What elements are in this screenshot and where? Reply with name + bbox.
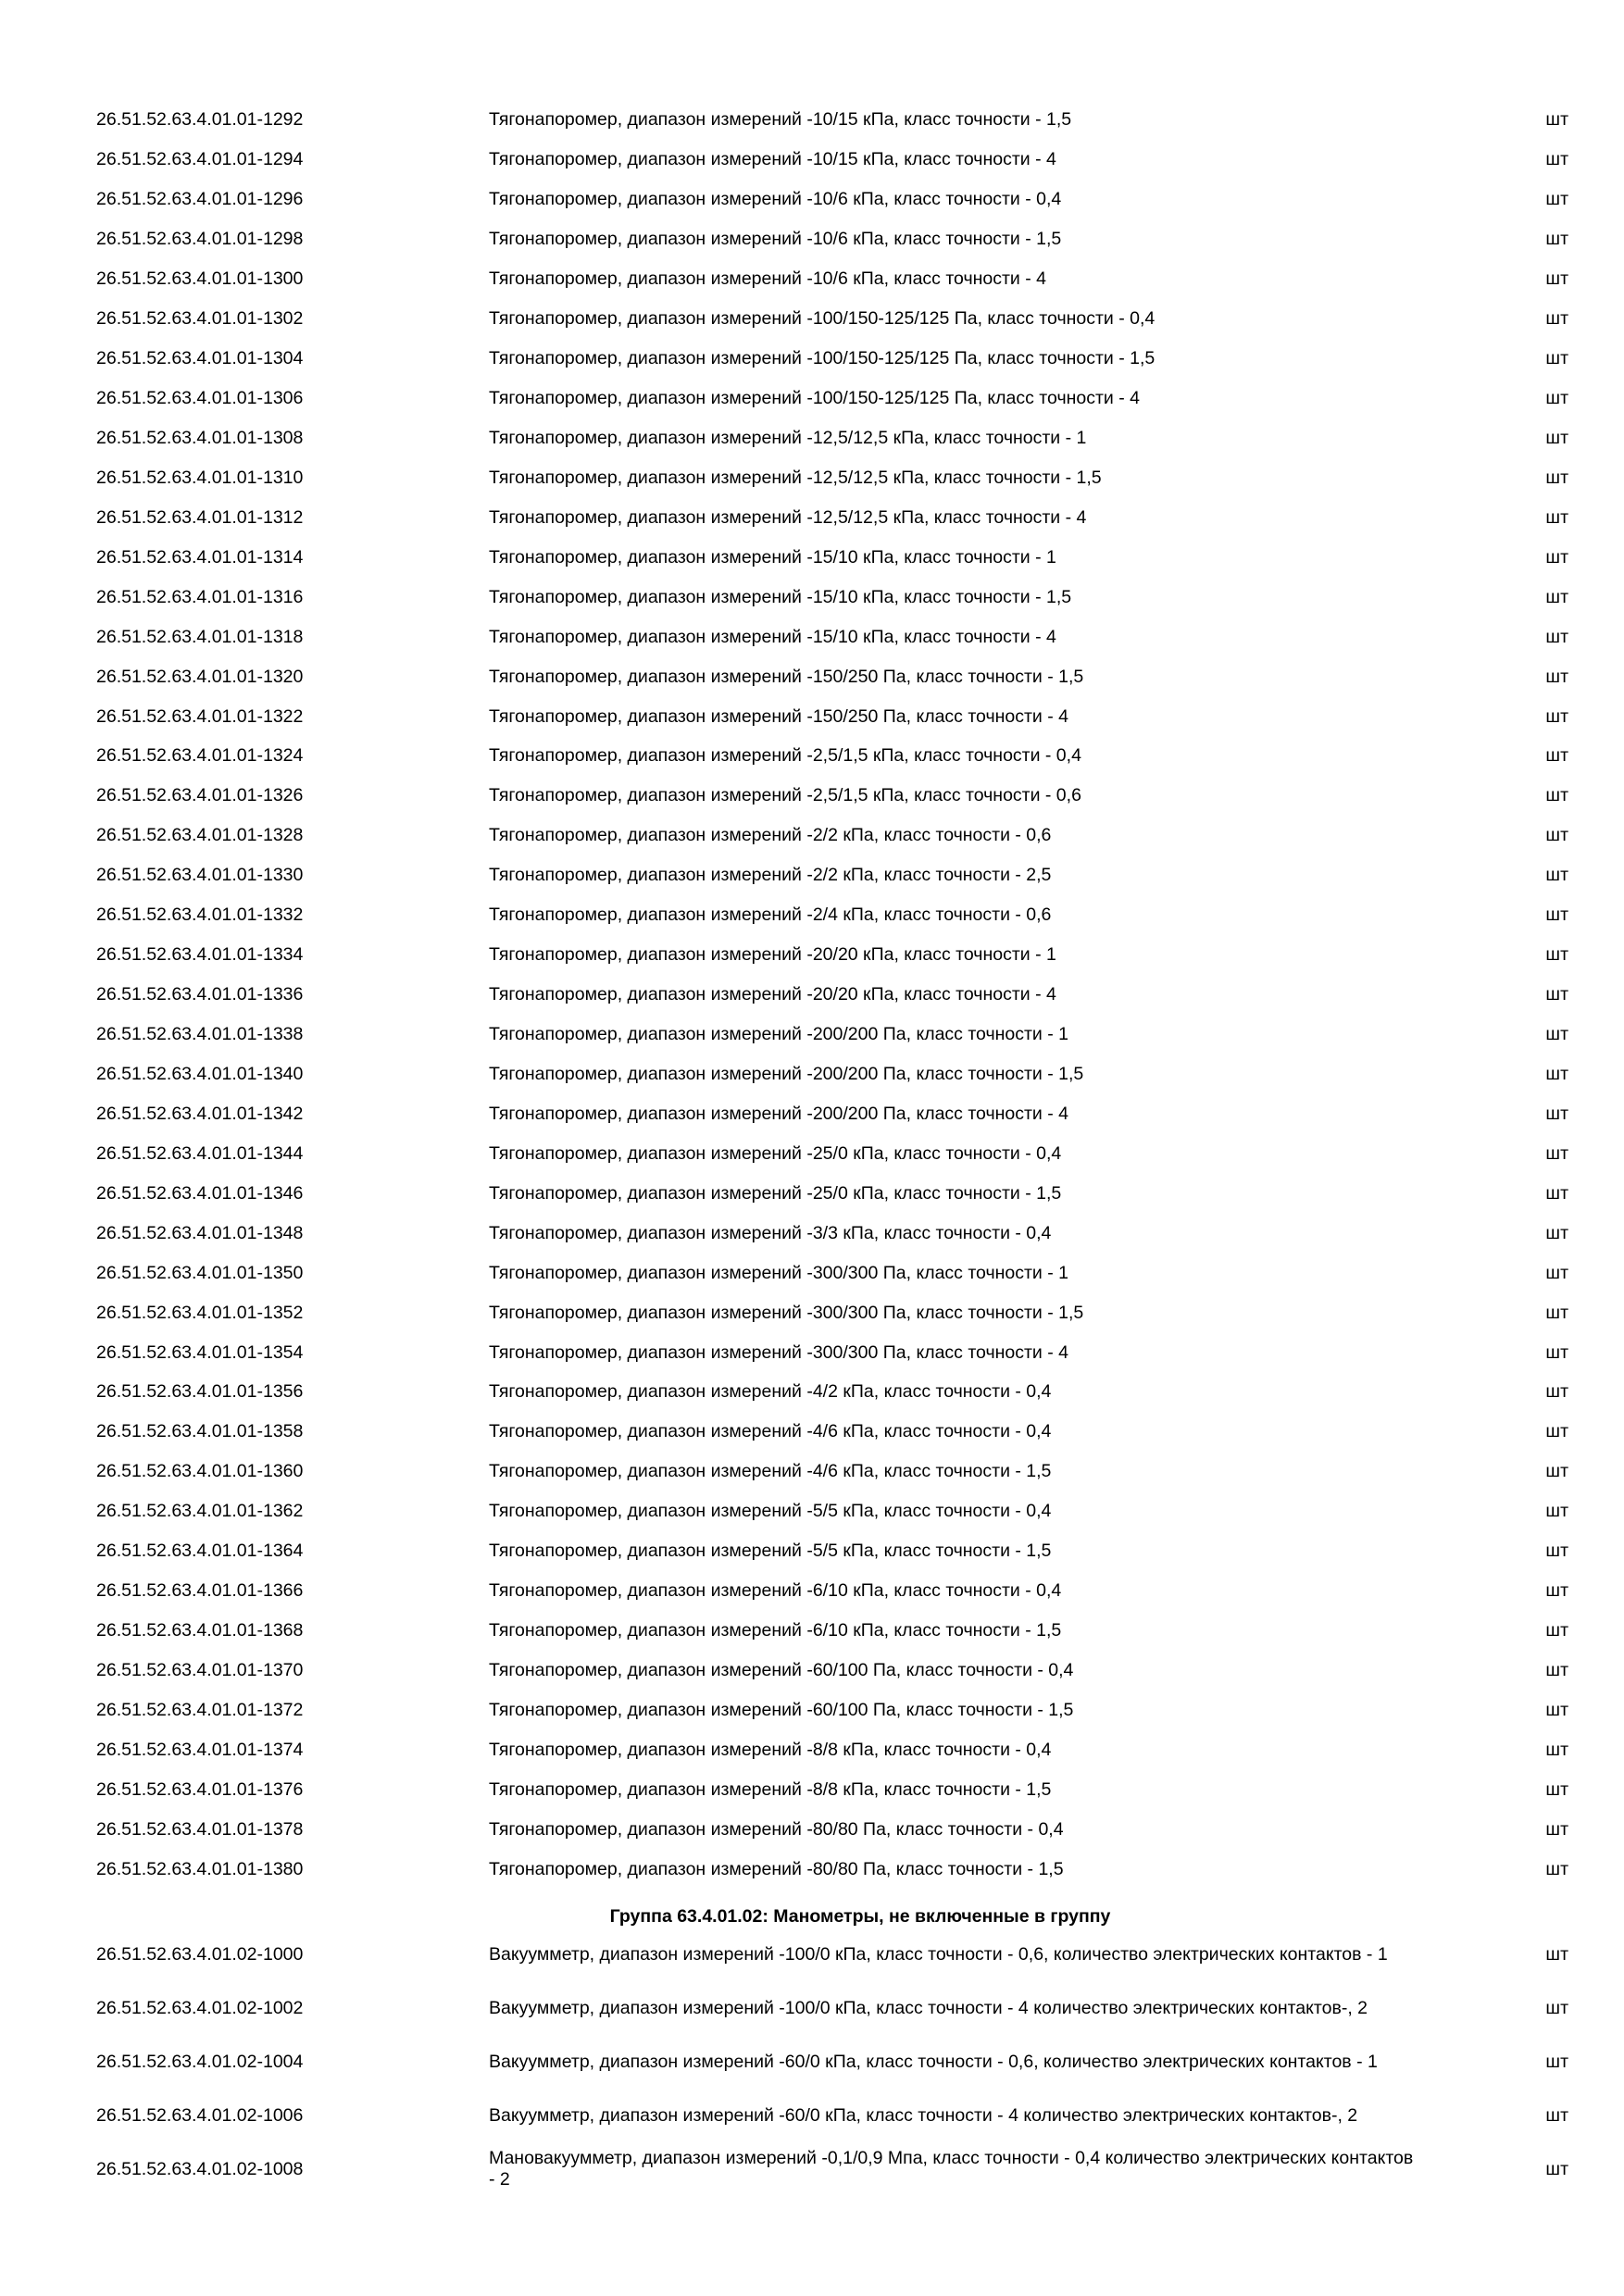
item-code: 26.51.52.63.4.01.01-1292	[96, 109, 304, 131]
item-code: 26.51.52.63.4.01.01-1360	[96, 1461, 304, 1482]
item-name: Тягонапоромер, диапазон измерений -12,5/12,5 кПа, класс точности - 1	[489, 427, 1087, 448]
item-unit: шт	[1545, 348, 1568, 369]
item-name: Мановакуумметр, диапазон измерений -0,1/0,9 Мпа, класс точности - 0,4 количество электрических контактов - 2	[489, 2148, 1414, 2190]
table-row	[96, 776, 1568, 816]
item-unit: шт	[1545, 1778, 1568, 1800]
table-row	[96, 2142, 1568, 2196]
item-name: Тягонапоромер, диапазон измерений -100/150-125/125 Па, класс точности - 1,5	[489, 348, 1156, 369]
table-row	[96, 1769, 1568, 1809]
item-unit: шт	[1545, 546, 1568, 568]
item-name: Тягонапоромер, диапазон измерений -5/5 кПа, класс точности - 1,5	[489, 1541, 1052, 1562]
table-row	[96, 1253, 1568, 1292]
rows-group-a	[96, 100, 1568, 1889]
table-row	[96, 1928, 1568, 1981]
item-code: 26.51.52.63.4.01.01-1374	[96, 1739, 304, 1760]
table-row	[96, 855, 1568, 895]
item-name: Вакуумметр, диапазон измерений -60/0 кПа, класс точности - 0,6, количество электрических контактов - 1	[489, 2051, 1378, 2072]
table-row	[96, 577, 1568, 617]
item-unit: шт	[1545, 984, 1568, 1005]
item-code: 26.51.52.63.4.01.01-1322	[96, 705, 304, 727]
item-name: Тягонапоромер, диапазон измерений -2,5/1,5 кПа, класс точности - 0,6	[489, 785, 1081, 806]
item-code: 26.51.52.63.4.01.01-1316	[96, 586, 304, 607]
table-row	[96, 617, 1568, 656]
item-code: 26.51.52.63.4.01.01-1376	[96, 1778, 304, 1800]
item-code: 26.51.52.63.4.01.01-1352	[96, 1302, 304, 1323]
item-code: 26.51.52.63.4.01.01-1356	[96, 1381, 304, 1403]
item-unit: шт	[1545, 1501, 1568, 1522]
item-name: Тягонапоромер, диапазон измерений -8/8 кПа, класс точности - 0,4	[489, 1739, 1052, 1760]
item-unit: шт	[1545, 1541, 1568, 1562]
item-name: Тягонапоромер, диапазон измерений -200/200 Па, класс точности - 1,5	[489, 1063, 1084, 1084]
item-unit: шт	[1545, 705, 1568, 727]
item-name: Тягонапоромер, диапазон измерений -2/2 кПа, класс точности - 0,6	[489, 825, 1052, 846]
table-row	[96, 1173, 1568, 1213]
item-code: 26.51.52.63.4.01.01-1366	[96, 1580, 304, 1602]
item-code: 26.51.52.63.4.01.01-1338	[96, 1024, 304, 1045]
table-row	[96, 1452, 1568, 1491]
item-code: 26.51.52.63.4.01.01-1300	[96, 268, 304, 290]
item-name: Тягонапоромер, диапазон измерений -15/10 кПа, класс точности - 1,5	[489, 586, 1072, 607]
item-name: Тягонапоромер, диапазон измерений -4/6 кПа, класс точности - 0,4	[489, 1421, 1052, 1442]
item-name: Тягонапоромер, диапазон измерений -200/200 Па, класс точности - 4	[489, 1103, 1068, 1124]
item-name: Тягонапоромер, диапазон измерений -2/4 кПа, класс точности - 0,6	[489, 905, 1052, 926]
table-row	[96, 1292, 1568, 1332]
item-name: Тягонапоромер, диапазон измерений -10/6 кПа, класс точности - 0,4	[489, 189, 1062, 210]
item-unit: шт	[1545, 427, 1568, 448]
item-code: 26.51.52.63.4.01.01-1364	[96, 1541, 304, 1562]
table-row	[96, 1611, 1568, 1651]
item-unit: шт	[1545, 109, 1568, 131]
table-row	[96, 219, 1568, 259]
item-name: Тягонапоромер, диапазон измерений -60/100 Па, класс точности - 1,5	[489, 1699, 1074, 1720]
item-unit: шт	[1545, 1620, 1568, 1641]
item-name: Тягонапоромер, диапазон измерений -25/0 кПа, класс точности - 0,4	[489, 1142, 1062, 1164]
table-row	[96, 339, 1568, 379]
item-code: 26.51.52.63.4.01.01-1302	[96, 308, 304, 330]
item-code: 26.51.52.63.4.01.01-1372	[96, 1699, 304, 1720]
table-row	[96, 1809, 1568, 1849]
item-code: 26.51.52.63.4.01.01-1336	[96, 984, 304, 1005]
item-name: Тягонапоромер, диапазон измерений -12,5/12,5 кПа, класс точности - 4	[489, 506, 1087, 528]
item-name: Тягонапоромер, диапазон измерений -10/15 кПа, класс точности - 4	[489, 149, 1056, 170]
table-row	[96, 379, 1568, 418]
table-row	[96, 696, 1568, 736]
table-row	[96, 457, 1568, 497]
table-row	[96, 1412, 1568, 1452]
item-code: 26.51.52.63.4.01.01-1340	[96, 1063, 304, 1084]
item-unit: шт	[1545, 2158, 1568, 2179]
item-unit: шт	[1545, 1142, 1568, 1164]
item-name: Тягонапоромер, диапазон измерений -10/6 кПа, класс точности - 1,5	[489, 229, 1062, 250]
item-code: 26.51.52.63.4.01.01-1344	[96, 1142, 304, 1164]
item-code: 26.51.52.63.4.01.01-1312	[96, 506, 304, 528]
table-row	[96, 180, 1568, 219]
table-row	[96, 259, 1568, 299]
item-code: 26.51.52.63.4.01.01-1298	[96, 229, 304, 250]
item-code: 26.51.52.63.4.01.01-1318	[96, 626, 304, 647]
item-code: 26.51.52.63.4.01.02-1004	[96, 2051, 304, 2072]
item-unit: шт	[1545, 1262, 1568, 1283]
item-code: 26.51.52.63.4.01.01-1334	[96, 944, 304, 966]
item-code: 26.51.52.63.4.01.01-1378	[96, 1818, 304, 1840]
item-name: Тягонапоромер, диапазон измерений -20/20 кПа, класс точности - 1	[489, 944, 1056, 966]
item-unit: шт	[1545, 1182, 1568, 1204]
item-name: Тягонапоромер, диапазон измерений -150/250 Па, класс точности - 1,5	[489, 666, 1084, 687]
table-row	[96, 975, 1568, 1015]
item-unit: шт	[1545, 149, 1568, 170]
item-name: Вакуумметр, диапазон измерений -100/0 кПа, класс точности - 0,6, количество электрических контактов - 1	[489, 1943, 1388, 1965]
item-name: Тягонапоромер, диапазон измерений -3/3 кПа, класс точности - 0,4	[489, 1222, 1052, 1243]
item-unit: шт	[1545, 1024, 1568, 1045]
table-row	[96, 1531, 1568, 1571]
item-unit: шт	[1545, 626, 1568, 647]
table-row	[96, 497, 1568, 537]
item-unit: шт	[1545, 1381, 1568, 1403]
table-row	[96, 1729, 1568, 1769]
table-row	[96, 935, 1568, 975]
item-name: Вакуумметр, диапазон измерений -100/0 кПа, класс точности - 4 количество электрических контактов-, 2	[489, 1997, 1368, 2018]
item-name: Тягонапоромер, диапазон измерений -10/6 кПа, класс точности - 4	[489, 268, 1046, 290]
item-unit: шт	[1545, 1660, 1568, 1681]
item-name: Тягонапоромер, диапазон измерений -100/150-125/125 Па, класс точности - 4	[489, 388, 1140, 409]
item-name: Тягонапоромер, диапазон измерений -2/2 кПа, класс точности - 2,5	[489, 865, 1052, 886]
table-row	[96, 1054, 1568, 1094]
group-header: Группа 63.4.01.02: Манометры, не включенные в группу	[609, 1906, 1111, 1928]
item-unit: шт	[1545, 785, 1568, 806]
table-row	[96, 1332, 1568, 1372]
table-row	[96, 299, 1568, 339]
item-unit: шт	[1545, 308, 1568, 330]
item-name: Тягонапоромер, диапазон измерений -6/10 кПа, класс точности - 1,5	[489, 1620, 1062, 1641]
item-name: Тягонапоромер, диапазон измерений -4/6 кПа, класс точности - 1,5	[489, 1461, 1052, 1482]
item-name: Тягонапоромер, диапазон измерений -150/250 Па, класс точности - 4	[489, 705, 1068, 727]
table-row	[96, 1372, 1568, 1412]
item-code: 26.51.52.63.4.01.01-1294	[96, 149, 304, 170]
item-code: 26.51.52.63.4.01.01-1324	[96, 745, 304, 767]
item-code: 26.51.52.63.4.01.01-1362	[96, 1501, 304, 1522]
item-unit: шт	[1545, 1341, 1568, 1363]
table-row	[96, 1491, 1568, 1531]
rows-group-b	[96, 1928, 1568, 2196]
item-code: 26.51.52.63.4.01.01-1346	[96, 1182, 304, 1204]
table-row	[96, 1133, 1568, 1173]
item-code: 26.51.52.63.4.01.01-1370	[96, 1660, 304, 1681]
item-code: 26.51.52.63.4.01.01-1310	[96, 467, 304, 488]
item-unit: шт	[1545, 1580, 1568, 1602]
item-unit: шт	[1545, 268, 1568, 290]
item-name: Тягонапоромер, диапазон измерений -200/200 Па, класс точности - 1	[489, 1024, 1068, 1045]
item-name: Тягонапоромер, диапазон измерений -300/300 Па, класс точности - 4	[489, 1341, 1068, 1363]
table-row	[96, 895, 1568, 935]
item-unit: шт	[1545, 1943, 1568, 1965]
item-name: Тягонапоромер, диапазон измерений -15/10 кПа, класс точности - 1	[489, 546, 1056, 568]
item-name: Тягонапоромер, диапазон измерений -300/300 Па, класс точности - 1,5	[489, 1302, 1084, 1323]
item-name: Вакуумметр, диапазон измерений -60/0 кПа, класс точности - 4 количество электрических контактов-, 2	[489, 2104, 1358, 2126]
table-row	[96, 418, 1568, 458]
item-code: 26.51.52.63.4.01.01-1368	[96, 1620, 304, 1641]
item-name: Тягонапоромер, диапазон измерений -100/150-125/125 Па, класс точности - 0,4	[489, 308, 1156, 330]
table-row	[96, 1093, 1568, 1133]
item-unit: шт	[1545, 1858, 1568, 1879]
table-row	[96, 1571, 1568, 1611]
item-unit: шт	[1545, 1818, 1568, 1840]
item-name: Тягонапоромер, диапазон измерений -2,5/1,5 кПа, класс точности - 0,4	[489, 745, 1081, 767]
item-name: Тягонапоромер, диапазон измерений -20/20 кПа, класс точности - 4	[489, 984, 1056, 1005]
item-unit: шт	[1545, 1739, 1568, 1760]
item-code: 26.51.52.63.4.01.02-1000	[96, 1943, 304, 1965]
table-row	[96, 656, 1568, 696]
table-row	[96, 140, 1568, 180]
item-code: 26.51.52.63.4.01.01-1380	[96, 1858, 304, 1879]
item-unit: шт	[1545, 229, 1568, 250]
item-name: Тягонапоромер, диапазон измерений -15/10 кПа, класс точности - 4	[489, 626, 1056, 647]
item-name: Тягонапоромер, диапазон измерений -5/5 кПа, класс точности - 0,4	[489, 1501, 1052, 1522]
item-unit: шт	[1545, 467, 1568, 488]
table-row	[96, 100, 1568, 140]
table-row	[96, 1213, 1568, 1253]
item-code: 26.51.52.63.4.01.01-1328	[96, 825, 304, 846]
item-name: Тягонапоромер, диапазон измерений -4/2 кПа, класс точности - 0,4	[489, 1381, 1052, 1403]
item-code: 26.51.52.63.4.01.01-1306	[96, 388, 304, 409]
item-unit: шт	[1545, 506, 1568, 528]
item-unit: шт	[1545, 388, 1568, 409]
item-unit: шт	[1545, 586, 1568, 607]
item-unit: шт	[1545, 666, 1568, 687]
item-unit: шт	[1545, 2104, 1568, 2126]
item-name: Тягонапоромер, диапазон измерений -80/80 Па, класс точности - 1,5	[489, 1858, 1064, 1879]
table-row	[96, 1691, 1568, 1730]
table-row	[96, 736, 1568, 776]
item-unit: шт	[1545, 1997, 1568, 2018]
item-code: 26.51.52.63.4.01.01-1350	[96, 1262, 304, 1283]
table-row	[96, 1651, 1568, 1691]
table-row	[96, 816, 1568, 855]
item-code: 26.51.52.63.4.01.01-1296	[96, 189, 304, 210]
item-unit: шт	[1545, 189, 1568, 210]
item-code: 26.51.52.63.4.01.01-1342	[96, 1103, 304, 1124]
item-name: Тягонапоромер, диапазон измерений -300/300 Па, класс точности - 1	[489, 1262, 1068, 1283]
item-code: 26.51.52.63.4.01.01-1354	[96, 1341, 304, 1363]
item-code: 26.51.52.63.4.01.01-1358	[96, 1421, 304, 1442]
table-row	[96, 1849, 1568, 1889]
item-code: 26.51.52.63.4.01.01-1348	[96, 1222, 304, 1243]
item-code: 26.51.52.63.4.01.01-1320	[96, 666, 304, 687]
price-list-table	[96, 100, 1568, 2196]
table-row	[96, 2035, 1568, 2089]
table-row	[96, 1015, 1568, 1054]
item-code: 26.51.52.63.4.01.02-1006	[96, 2104, 304, 2126]
item-unit: шт	[1545, 905, 1568, 926]
item-unit: шт	[1545, 1302, 1568, 1323]
item-code: 26.51.52.63.4.01.01-1330	[96, 865, 304, 886]
item-code: 26.51.52.63.4.01.02-1008	[96, 2158, 304, 2179]
item-unit: шт	[1545, 2051, 1568, 2072]
item-code: 26.51.52.63.4.01.01-1332	[96, 905, 304, 926]
table-row	[96, 1981, 1568, 2035]
item-name: Тягонапоромер, диапазон измерений -25/0 кПа, класс точности - 1,5	[489, 1182, 1062, 1204]
item-unit: шт	[1545, 1222, 1568, 1243]
item-code: 26.51.52.63.4.01.02-1002	[96, 1997, 304, 2018]
item-name: Тягонапоромер, диапазон измерений -12,5/12,5 кПа, класс точности - 1,5	[489, 467, 1102, 488]
item-name: Тягонапоромер, диапазон измерений -80/80 Па, класс точности - 0,4	[489, 1818, 1064, 1840]
item-name: Тягонапоромер, диапазон измерений -8/8 кПа, класс точности - 1,5	[489, 1778, 1052, 1800]
item-name: Тягонапоромер, диапазон измерений -10/15 кПа, класс точности - 1,5	[489, 109, 1072, 131]
item-code: 26.51.52.63.4.01.01-1308	[96, 427, 304, 448]
item-code: 26.51.52.63.4.01.01-1304	[96, 348, 304, 369]
item-unit: шт	[1545, 1063, 1568, 1084]
item-unit: шт	[1545, 1699, 1568, 1720]
item-unit: шт	[1545, 865, 1568, 886]
item-code: 26.51.52.63.4.01.01-1326	[96, 785, 304, 806]
item-unit: шт	[1545, 944, 1568, 966]
item-unit: шт	[1545, 825, 1568, 846]
item-unit: шт	[1545, 745, 1568, 767]
item-name: Тягонапоромер, диапазон измерений -60/100 Па, класс точности - 0,4	[489, 1660, 1074, 1681]
item-unit: шт	[1545, 1103, 1568, 1124]
item-name: Тягонапоромер, диапазон измерений -6/10 кПа, класс точности - 0,4	[489, 1580, 1062, 1602]
table-row	[96, 537, 1568, 577]
item-code: 26.51.52.63.4.01.01-1314	[96, 546, 304, 568]
item-unit: шт	[1545, 1461, 1568, 1482]
item-unit: шт	[1545, 1421, 1568, 1442]
table-row	[96, 2089, 1568, 2142]
